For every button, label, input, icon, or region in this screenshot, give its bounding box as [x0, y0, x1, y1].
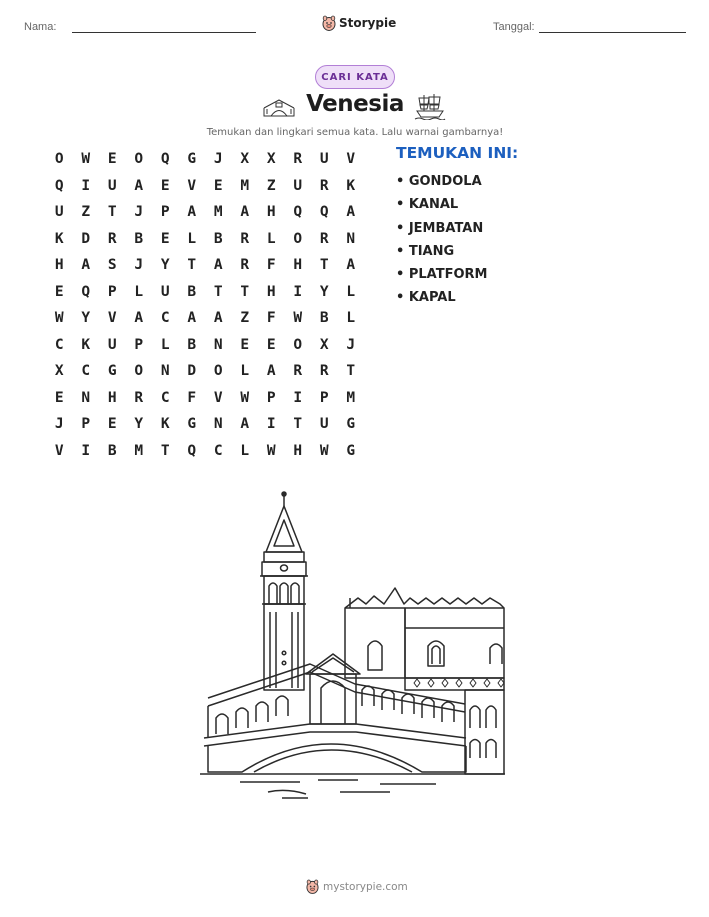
grid-letter[interactable]: U: [319, 151, 329, 168]
grid-letter[interactable]: E: [266, 336, 276, 353]
grid-letter[interactable]: P: [107, 283, 117, 300]
grid-letter[interactable]: R: [240, 257, 250, 274]
grid-letter[interactable]: Q: [81, 283, 91, 300]
grid-letter[interactable]: I: [81, 177, 91, 194]
grid-letter[interactable]: P: [81, 416, 91, 433]
grid-letter[interactable]: T: [160, 442, 170, 459]
grid-letter[interactable]: N: [213, 416, 223, 433]
footer: [306, 879, 408, 894]
grid-letter[interactable]: K: [81, 336, 91, 353]
grid-letter[interactable]: X: [319, 336, 329, 353]
grid-letter[interactable]: H: [107, 389, 117, 406]
grid-letter[interactable]: T: [107, 204, 117, 221]
grid-letter[interactable]: Y: [134, 416, 144, 433]
grid-letter[interactable]: X: [266, 151, 276, 168]
grid-letter[interactable]: C: [81, 363, 91, 380]
grid-letter[interactable]: V: [346, 151, 356, 168]
grid-letter[interactable]: R: [134, 389, 144, 406]
grid-letter[interactable]: Y: [319, 283, 329, 300]
grid-letter[interactable]: W: [319, 442, 329, 459]
grid-letter[interactable]: M: [213, 204, 223, 221]
grid-letter[interactable]: X: [54, 363, 64, 380]
grid-letter[interactable]: W: [54, 310, 64, 327]
grid-letter[interactable]: O: [134, 363, 144, 380]
grid-letter[interactable]: I: [293, 283, 303, 300]
grid-letter[interactable]: H: [266, 204, 276, 221]
grid-letter[interactable]: T: [346, 363, 356, 380]
grid-letter[interactable]: Z: [81, 204, 91, 221]
grid-letter[interactable]: D: [187, 363, 197, 380]
date-label: Tanggal:: [493, 21, 535, 33]
grid-letter[interactable]: E: [240, 336, 250, 353]
grid-letter[interactable]: C: [213, 442, 223, 459]
grid-letter[interactable]: G: [107, 363, 117, 380]
grid-letter[interactable]: O: [293, 230, 303, 247]
name-label: Nama:: [24, 21, 57, 33]
grid-letter[interactable]: C: [160, 310, 170, 327]
pig-mascot-icon: [322, 15, 336, 31]
grid-letter[interactable]: L: [346, 283, 356, 300]
grid-letter[interactable]: R: [293, 363, 303, 380]
grid-letter[interactable]: O: [213, 363, 223, 380]
grid-letter[interactable]: R: [293, 151, 303, 168]
category-badge: CARI KATA: [315, 65, 395, 89]
grid-letter[interactable]: L: [240, 363, 250, 380]
grid-letter[interactable]: A: [134, 177, 144, 194]
grid-letter[interactable]: P: [266, 389, 276, 406]
grid-letter[interactable]: K: [346, 177, 356, 194]
footer-url: mystorypie.com: [323, 880, 408, 893]
grid-letter[interactable]: J: [346, 336, 356, 353]
grid-letter[interactable]: Q: [187, 442, 197, 459]
grid-letter[interactable]: J: [134, 257, 144, 274]
grid-letter[interactable]: B: [187, 336, 197, 353]
grid-letter[interactable]: C: [160, 389, 170, 406]
grid-letter[interactable]: H: [293, 442, 303, 459]
grid-letter[interactable]: X: [240, 151, 250, 168]
grid-letter[interactable]: B: [319, 310, 329, 327]
grid-letter[interactable]: P: [319, 389, 329, 406]
grid-letter[interactable]: G: [346, 416, 356, 433]
grid-letter[interactable]: L: [134, 283, 144, 300]
grid-letter[interactable]: K: [54, 230, 64, 247]
grid-letter[interactable]: A: [346, 204, 356, 221]
date-line[interactable]: [539, 32, 686, 33]
grid-letter[interactable]: E: [160, 177, 170, 194]
grid-letter[interactable]: E: [213, 177, 223, 194]
grid-letter[interactable]: R: [319, 230, 329, 247]
grid-letter[interactable]: H: [54, 257, 64, 274]
grid-letter[interactable]: E: [107, 151, 117, 168]
grid-letter[interactable]: M: [240, 177, 250, 194]
grid-letter[interactable]: B: [213, 230, 223, 247]
grid-letter[interactable]: A: [240, 204, 250, 221]
grid-letter[interactable]: A: [213, 310, 223, 327]
grid-letter[interactable]: U: [54, 204, 64, 221]
word-item: • TIANG: [396, 243, 455, 259]
grid-letter[interactable]: M: [346, 389, 356, 406]
grid-letter[interactable]: A: [240, 416, 250, 433]
grid-letter[interactable]: Y: [81, 310, 91, 327]
grid-letter[interactable]: A: [266, 363, 276, 380]
grid-letter[interactable]: L: [266, 230, 276, 247]
grid-letter[interactable]: E: [54, 283, 64, 300]
grid-letter[interactable]: U: [107, 336, 117, 353]
grid-letter[interactable]: V: [187, 177, 197, 194]
grid-letter[interactable]: A: [346, 257, 356, 274]
grid-letter[interactable]: L: [160, 336, 170, 353]
grid-letter[interactable]: N: [213, 336, 223, 353]
grid-letter[interactable]: A: [187, 310, 197, 327]
grid-letter[interactable]: B: [134, 230, 144, 247]
grid-letter[interactable]: R: [240, 230, 250, 247]
ship-icon: [414, 92, 446, 120]
grid-letter[interactable]: N: [346, 230, 356, 247]
grid-letter[interactable]: A: [134, 310, 144, 327]
grid-letter[interactable]: V: [107, 310, 117, 327]
grid-letter[interactable]: A: [81, 257, 91, 274]
grid-letter[interactable]: Q: [160, 151, 170, 168]
grid-letter[interactable]: T: [319, 257, 329, 274]
pig-mascot-icon: [306, 879, 319, 894]
grid-letter[interactable]: V: [54, 442, 64, 459]
grid-letter[interactable]: Z: [266, 177, 276, 194]
grid-letter[interactable]: C: [54, 336, 64, 353]
grid-letter[interactable]: R: [319, 177, 329, 194]
grid-letter[interactable]: D: [81, 230, 91, 247]
grid-letter[interactable]: E: [160, 230, 170, 247]
grid-letter[interactable]: F: [266, 310, 276, 327]
grid-letter[interactable]: L: [240, 442, 250, 459]
grid-letter[interactable]: Q: [293, 204, 303, 221]
brand-logo: [322, 13, 396, 33]
grid-letter[interactable]: H: [266, 283, 276, 300]
grid-letter[interactable]: M: [134, 442, 144, 459]
word-item: • PLATFORM: [396, 267, 488, 283]
grid-letter[interactable]: J: [134, 204, 144, 221]
grid-letter[interactable]: A: [213, 257, 223, 274]
grid-letter[interactable]: V: [213, 389, 223, 406]
grid-letter[interactable]: W: [266, 442, 276, 459]
grid-letter[interactable]: E: [107, 416, 117, 433]
grid-letter[interactable]: P: [134, 336, 144, 353]
grid-letter[interactable]: B: [187, 283, 197, 300]
grid-letter[interactable]: K: [160, 416, 170, 433]
instructions: Temukan dan lingkari semua kata. Lalu warnai gambarnya!: [206, 127, 504, 138]
grid-letter[interactable]: I: [266, 416, 276, 433]
grid-letter[interactable]: B: [107, 442, 117, 459]
grid-letter[interactable]: S: [107, 257, 117, 274]
grid-letter[interactable]: I: [81, 442, 91, 459]
grid-letter[interactable]: W: [293, 310, 303, 327]
grid-letter[interactable]: J: [213, 151, 223, 168]
grid-letter[interactable]: R: [107, 230, 117, 247]
grid-letter[interactable]: G: [346, 442, 356, 459]
grid-letter[interactable]: Y: [160, 257, 170, 274]
grid-letter[interactable]: Z: [240, 310, 250, 327]
word-list: [396, 170, 487, 310]
grid-letter[interactable]: W: [240, 389, 250, 406]
word-item: • JEMBATAN: [396, 220, 484, 236]
word-item: • KANAL: [396, 197, 459, 213]
grid-letter[interactable]: N: [81, 389, 91, 406]
grid-letter[interactable]: T: [213, 283, 223, 300]
grid-letter[interactable]: Q: [319, 204, 329, 221]
grid-letter[interactable]: L: [187, 230, 197, 247]
grid-letter[interactable]: W: [81, 151, 91, 168]
name-line[interactable]: [72, 32, 256, 33]
grid-letter[interactable]: G: [187, 416, 197, 433]
grid-letter[interactable]: I: [293, 389, 303, 406]
grid-letter[interactable]: Q: [54, 177, 64, 194]
page-title: Venesia: [306, 91, 404, 117]
brand-name: Storypie: [339, 16, 397, 30]
grid-letter[interactable]: F: [187, 389, 197, 406]
grid-letter[interactable]: G: [187, 151, 197, 168]
venice-illustration[interactable]: [200, 488, 510, 800]
grid-letter[interactable]: N: [160, 363, 170, 380]
grid-letter[interactable]: U: [160, 283, 170, 300]
find-heading: TEMUKAN INI:: [396, 144, 519, 162]
grid-letter[interactable]: L: [346, 310, 356, 327]
grid-letter[interactable]: U: [319, 416, 329, 433]
grid-letter[interactable]: O: [134, 151, 144, 168]
grid-letter[interactable]: A: [187, 204, 197, 221]
grid-letter[interactable]: O: [54, 151, 64, 168]
letter-grid[interactable]: [46, 146, 364, 464]
grid-letter[interactable]: U: [293, 177, 303, 194]
grid-letter[interactable]: T: [293, 416, 303, 433]
grid-letter[interactable]: E: [54, 389, 64, 406]
grid-letter[interactable]: T: [240, 283, 250, 300]
grid-letter[interactable]: P: [160, 204, 170, 221]
word-item: • KAPAL: [396, 290, 456, 306]
grid-letter[interactable]: U: [107, 177, 117, 194]
word-item: • GONDOLA: [396, 174, 482, 189]
grid-letter[interactable]: T: [187, 257, 197, 274]
grid-letter[interactable]: F: [266, 257, 276, 274]
grid-letter[interactable]: H: [293, 257, 303, 274]
grid-letter[interactable]: J: [54, 416, 64, 433]
grid-letter[interactable]: O: [293, 336, 303, 353]
grid-letter[interactable]: R: [319, 363, 329, 380]
